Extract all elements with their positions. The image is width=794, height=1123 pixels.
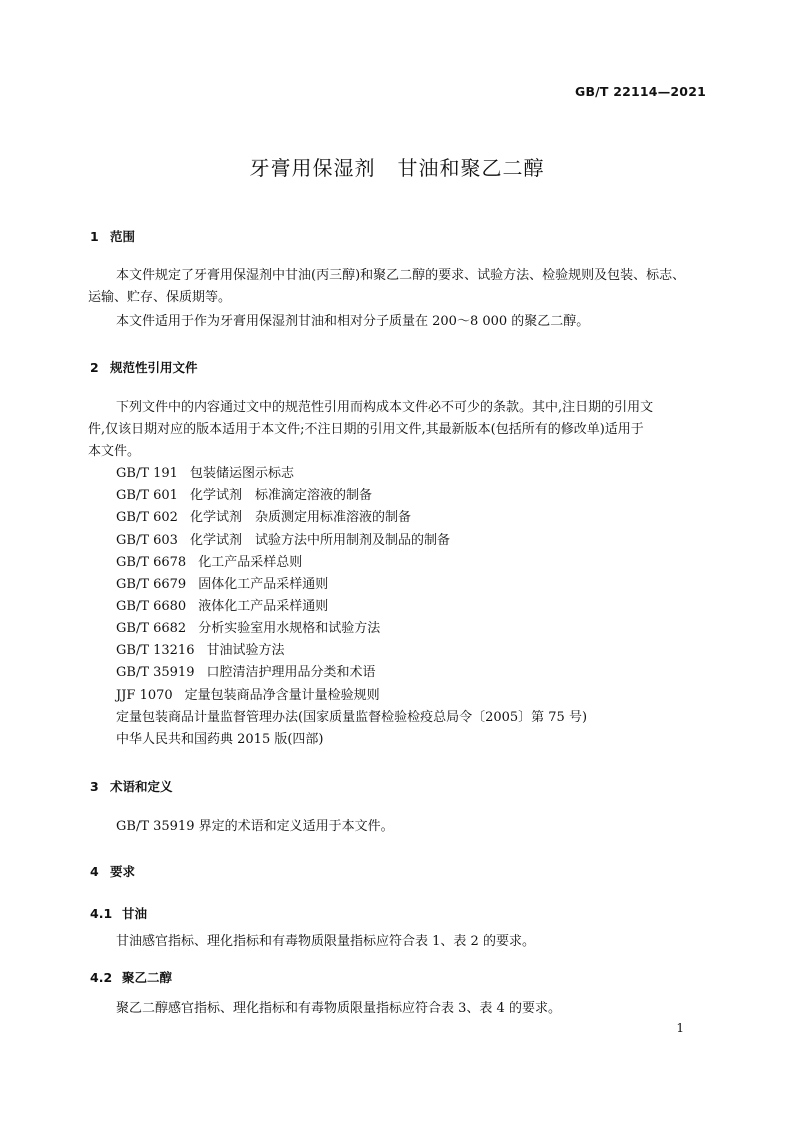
section-number: 3	[90, 779, 99, 794]
section-number: 4.2	[90, 970, 113, 985]
section-number: 4.1	[90, 906, 113, 921]
section-label: 聚乙二醇	[122, 970, 173, 985]
section-heading-1	[90, 227, 135, 245]
reference-item: GB/T 6679 固体化工产品采样通则	[116, 577, 329, 592]
reference-item: GB/T 6680 液体化工产品采样通则	[116, 599, 329, 614]
reference-item: GB/T 35919 口腔清洁护理用品分类和术语	[116, 665, 376, 680]
paragraph: 本文件规定了牙膏用保湿剂中甘油(丙三醇)和聚乙二醇的要求、试验方法、检验规则及包装、标志、	[116, 268, 686, 283]
section-label: 术语和定义	[110, 779, 173, 794]
title-part-1: 牙膏用保湿剂	[249, 156, 376, 180]
page-number: 1	[676, 1021, 684, 1035]
paragraph: 聚乙二醇感官指标、理化指标和有毒物质限量指标应符合表 3、表 4 的要求。	[116, 1001, 561, 1016]
subsection-heading-4-2	[90, 968, 172, 986]
section-label: 规范性引用文件	[110, 360, 198, 375]
section-number: 4	[90, 864, 99, 879]
section-label: 要求	[110, 864, 136, 879]
paragraph-continuation: 本文件。	[88, 444, 141, 459]
subsection-heading-4-1	[90, 904, 147, 922]
reference-item: 定量包装商品计量监督管理办法(国家质量监督检验检疫总局令〔2005〕第 75 号)	[116, 710, 588, 725]
title-part-2: 甘油和聚乙二醇	[397, 156, 545, 180]
section-number: 1	[90, 229, 99, 244]
reference-item: JJF 1070 定量包装商品净含量计量检验规则	[116, 688, 380, 703]
paragraph-continuation: 件,仅该日期对应的版本适用于本文件;不注日期的引用文件,其最新版本(包括所有的修改单)适用于	[88, 422, 644, 437]
section-label: 范围	[110, 229, 136, 244]
reference-item: GB/T 602 化学试剂 杂质测定用标准溶液的制备	[116, 510, 411, 525]
paragraph: 下列文件中的内容通过文中的规范性引用而构成本文件必不可少的条款。其中,注日期的引用文	[116, 400, 654, 415]
paragraph: GB/T 35919 界定的术语和定义适用于本文件。	[116, 819, 394, 834]
reference-item: GB/T 601 化学试剂 标准滴定溶液的制备	[116, 488, 372, 503]
reference-item: GB/T 13216 甘油试验方法	[116, 643, 285, 658]
reference-item: GB/T 6682 分析实验室用水规格和试验方法	[116, 621, 381, 636]
section-heading-3	[90, 777, 173, 795]
paragraph-continuation: 运输、贮存、保质期等。	[88, 290, 232, 305]
document-title	[0, 152, 794, 181]
section-number: 2	[90, 360, 99, 375]
reference-item: GB/T 6678 化工产品采样总则	[116, 555, 303, 570]
standard-code: GB/T 22114—2021	[574, 84, 706, 99]
section-heading-4	[90, 862, 135, 880]
reference-item: GB/T 191 包装储运图示标志	[116, 466, 294, 481]
reference-item: 中华人民共和国药典 2015 版(四部)	[116, 732, 324, 747]
paragraph: 本文件适用于作为牙膏用保湿剂甘油和相对分子质量在 200～8 000 的聚乙二醇。	[116, 314, 590, 329]
section-label: 甘油	[122, 906, 148, 921]
paragraph: 甘油感官指标、理化指标和有毒物质限量指标应符合表 1、表 2 的要求。	[116, 934, 535, 949]
reference-item: GB/T 603 化学试剂 试验方法中所用制剂及制品的制备	[116, 533, 450, 548]
section-heading-2	[90, 358, 198, 376]
